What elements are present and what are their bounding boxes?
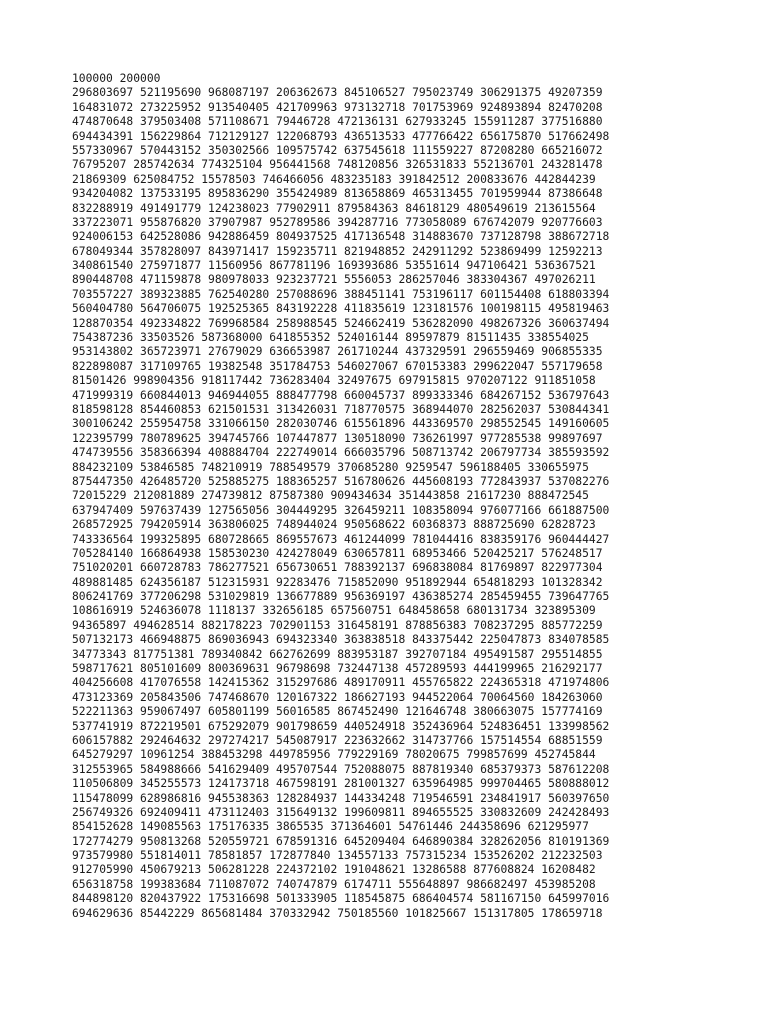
text-line: 934204082 137533195 895836290 355424989 813658869 465313455 701959944 87386648 — [72, 187, 603, 201]
text-line: 560404780 564706075 192525365 843192228 411835619 123181576 100198115 495819463 — [72, 302, 610, 316]
text-line: 973579980 551814011 78581857 172877840 134557133 757315234 153526202 212232503 — [72, 849, 603, 863]
text-line: 256749326 692409411 473112403 315649132 199609811 894655525 330832609 242428493 — [72, 805, 610, 819]
text-line: 474739556 358366394 408884704 222749014 666035796 508713742 206797734 385593592 — [72, 446, 610, 460]
text-line: 844898120 820437922 175316698 501333905 118545875 686404574 581167150 645997016 — [72, 892, 610, 906]
text-line: 122395799 780789625 394745766 107447877 130518090 736261997 977285538 99897697 — [72, 431, 603, 445]
text-line: 818598128 854460853 621501531 313426031 718770575 368944070 282562037 530844341 — [72, 402, 610, 416]
text-line: 300106242 255954758 331066150 282030746 615561896 443369570 298552545 149160605 — [72, 417, 610, 431]
text-line: 743336564 199325895 680728665 869557673 461244099 781044416 838359176 960444427 — [72, 532, 610, 546]
text-line: 678049344 357828097 843971417 159235711 821948852 242911292 523869499 12592213 — [72, 244, 603, 258]
text-line: 404256608 417076558 142415362 315297686 489170911 455765822 224365318 471974806 — [72, 676, 610, 690]
text-line: 912705990 450679213 506281228 224372102 191048621 13286588 877608824 16208482 — [72, 863, 596, 877]
document-body — [72, 72, 752, 921]
text-line: 694434391 156229864 712129127 122068793 436513533 477766422 656175870 517662498 — [72, 129, 610, 143]
text-line: 537741919 872219501 675292079 901798659 440524918 352436964 524836451 133998562 — [72, 719, 610, 733]
text-line: 72015229 212081889 274739812 87587380 909434634 351443858 21617230 888472545 — [72, 489, 589, 503]
text-line: 598717621 805101609 800369631 96798698 732447138 457289593 444199965 216292177 — [72, 662, 603, 676]
text-line: 268572925 794205914 363806025 748944024 950568622 60368373 888725690 62828723 — [72, 518, 596, 532]
text-line: 924006153 642528086 942886459 804937525 417136548 314883670 737128798 388672718 — [72, 230, 610, 244]
text-line: 337223071 955876820 37907987 952789586 394287716 773058089 676742079 920776603 — [72, 215, 603, 229]
text-line: 296803697 521195690 968087197 206362673 845106527 795023749 306291375 49207359 — [72, 86, 603, 100]
text-line: 128870354 492334822 769968584 258988545 524662419 536282090 498267326 360637494 — [72, 316, 610, 330]
text-line: 76795207 285742634 774325104 956441568 748120856 326531833 552136701 243281478 — [72, 158, 603, 172]
text-line: 884232109 53846585 748210919 788549579 370685280 9259547 596188405 330655975 — [72, 460, 589, 474]
text-line: 94365897 494628514 882178223 702901153 316458191 878856383 708237295 885772259 — [72, 618, 603, 632]
text-line: 606157882 292464632 297274217 545087917 223632662 314737766 157514554 68851559 — [72, 733, 603, 747]
text-line: 705284140 166864938 158530230 424278049 630657811 68953466 520425217 576248517 — [72, 546, 603, 560]
text-line: 953143802 365723971 27679029 636653987 261710244 437329591 296559469 906855335 — [72, 345, 603, 359]
text-line: 471999319 660844013 946944055 888477798 660045737 899333346 684267152 536797643 — [72, 388, 610, 402]
text-line: 751020201 660728783 786277521 656730651 788392137 696838084 81769897 822977304 — [72, 561, 603, 575]
text-line: 312553965 584988666 541629409 495707544 752088075 887819340 685379373 587612208 — [72, 762, 610, 776]
text-line: 110506809 345255573 124173718 467598191 281001327 635964985 999704465 580888012 — [72, 777, 610, 791]
text-line: 474870648 379503408 571108671 79446728 472136131 627933245 155911287 377516880 — [72, 115, 603, 129]
text-line: 645279297 10961254 388453298 449785956 779229169 78020675 799857699 452745844 — [72, 748, 596, 762]
text-line: 507132173 466948875 869036943 694323340 363838518 843375442 225047873 834078585 — [72, 633, 610, 647]
text-line: 108616919 524636078 1118137 332656185 657560751 648458658 680131734 323895309 — [72, 604, 596, 618]
text-line: 703557227 389323885 762540280 257088696 388451141 753196117 601154408 618803394 — [72, 287, 610, 301]
text-line: 21869309 625084752 15578503 746466056 483235183 391842512 200833676 442844239 — [72, 172, 596, 186]
text-line: 557330967 570443152 350302566 109575742 637545618 111559227 87208280 665216072 — [72, 143, 603, 157]
text-line: 694629636 85442229 865681484 370332942 750185560 101825667 151317805 178659718 — [72, 906, 603, 920]
text-line: 340861540 275971877 11560956 867781196 169393686 53551614 947106421 536367521 — [72, 259, 596, 273]
text-line: 172774279 950813268 520559721 678591316 645209404 646890384 328262056 810191369 — [72, 834, 610, 848]
text-line: 822898087 317109765 19382548 351784753 546027067 670153383 299622047 557179658 — [72, 359, 603, 373]
text-line: 832288919 491491779 124238023 77902911 879584363 84618129 480549619 213615564 — [72, 201, 596, 215]
text-line: 637947409 597637439 127565056 304449295 326459211 108358094 976077166 661887500 — [72, 503, 610, 517]
text-line: 656318758 199383684 711087072 740747879 6174711 555648897 986682497 453985208 — [72, 877, 596, 891]
text-line: 164831072 273225952 913540405 421709963 973132718 701753969 924893894 82470208 — [72, 100, 603, 114]
text-line: 875447350 426485720 525885275 188365257 516780626 445608193 772843937 537082276 — [72, 474, 610, 488]
text-line: 81501426 998904356 918117442 736283404 32497675 697915815 970207122 911851058 — [72, 374, 596, 388]
text-line: 115478099 628986816 945538363 128284937 144334248 719546591 234841917 560397650 — [72, 791, 610, 805]
text-line: 890448708 471159878 980978033 923237721 5556053 286257046 383304367 497026211 — [72, 273, 596, 287]
text-line: 806241769 377206298 531029819 136677889 956369197 436385274 285459455 739647765 — [72, 590, 610, 604]
text-line: 754387236 33503526 587368000 641855352 524016144 89597879 81511435 338554025 — [72, 331, 589, 345]
text-line: 522211363 959067497 605801199 56016585 867452490 121646748 380663075 157774169 — [72, 705, 603, 719]
text-line: 854152628 149085563 175176335 3865535 371364601 54761446 244358696 621295977 — [72, 820, 589, 834]
text-line: 473123369 205843506 747468670 120167322 186627193 944522064 70064560 184263060 — [72, 690, 603, 704]
text-line: 489881485 624356187 512315931 92283476 715852090 951892944 654818293 101328342 — [72, 575, 603, 589]
text-line: 100000 200000 — [72, 72, 161, 85]
text-line: 34773343 817751381 789340842 662762699 883953187 392707184 495491587 295514855 — [72, 647, 603, 661]
